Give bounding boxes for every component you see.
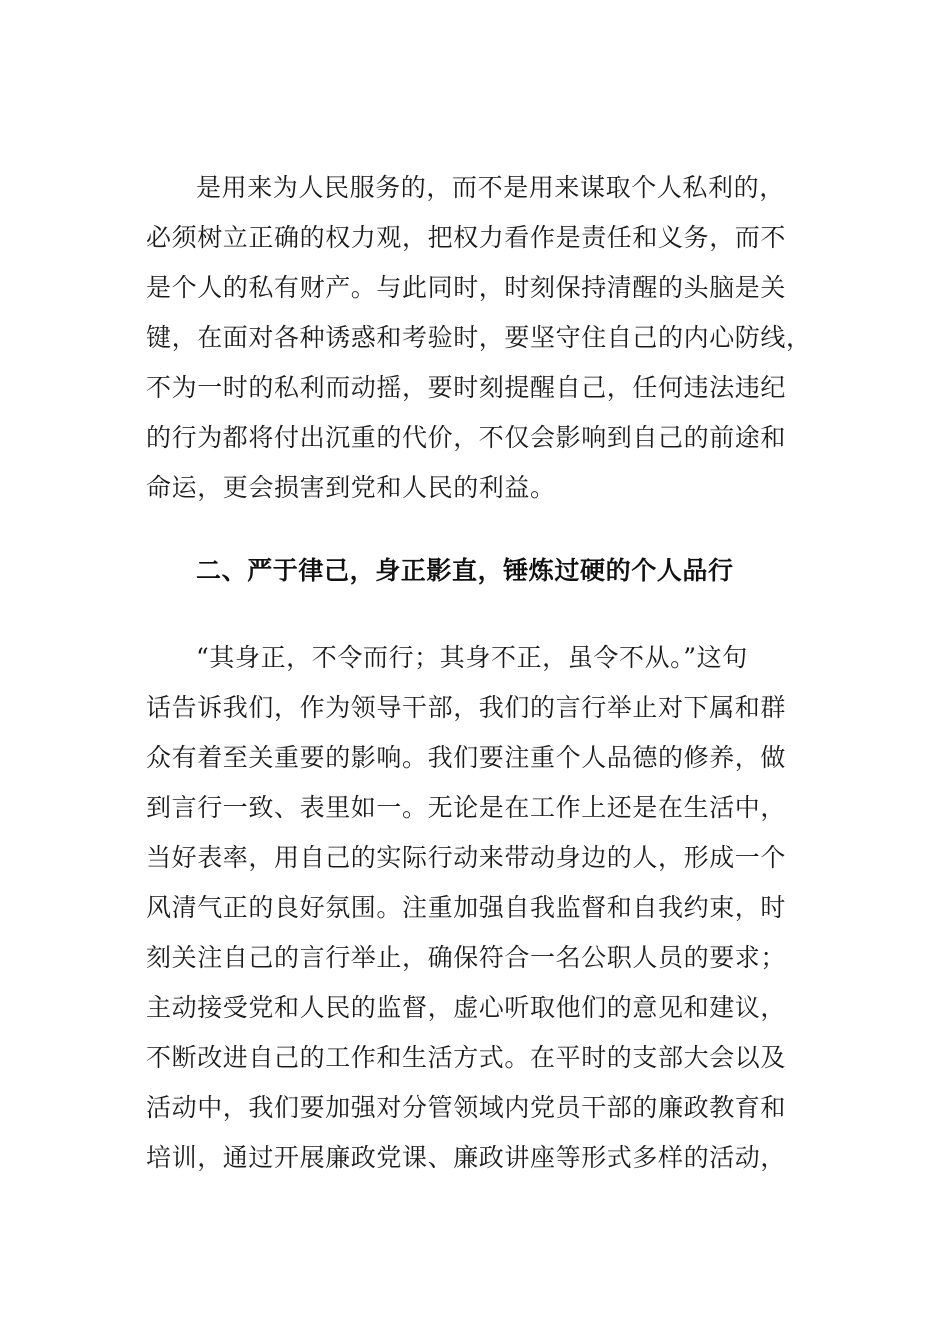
paragraph-2-line-1: “其身正，不令而行；其身不正，虽令不从。”这句 [196, 643, 748, 672]
paragraph-1-line-2: 必须树立正确的权力观，把权力看作是责任和义务，而不 [146, 223, 787, 252]
paragraph-1-line-5: 不为一时的私利而动摇，要时刻提醒自己，任何违法违纪 [146, 373, 787, 402]
paragraph-2-line-11: 培训，通过开展廉政党课、廉政讲座等形式多样的活动， [146, 1143, 787, 1172]
section-heading: 二、严于律己，身正影直，锤炼过硬的个人品行 [196, 556, 734, 585]
paragraph-2-line-6: 风清气正的良好氛围。注重加强自我监督和自我约束，时 [146, 893, 787, 922]
paragraph-2-line-5: 当好表率，用自己的实际行动来带动身边的人，形成一个 [146, 843, 787, 872]
paragraph-2-line-7: 刻关注自己的言行举止，确保符合一名公职人员的要求； [146, 943, 787, 972]
paragraph-2-line-10: 活动中，我们要加强对分管领域内党员干部的廉政教育和 [146, 1093, 787, 1122]
paragraph-1-line-4: 键，在面对各种诱惑和考验时，要坚守住自己的内心防线， [146, 323, 812, 352]
paragraph-1-line-6: 的行为都将付出沉重的代价，不仅会影响到自己的前途和 [146, 423, 787, 452]
paragraph-1-line-1: 是用来为人民服务的，而不是用来谋取个人私利的， [196, 173, 785, 202]
paragraph-1-line-3: 是个人的私有财产。与此同时，时刻保持清醒的头脑是关 [146, 273, 787, 302]
paragraph-2-line-8: 主动接受党和人民的监督，虚心听取他们的意见和建议， [146, 993, 787, 1022]
paragraph-2-line-4: 到言行一致、表里如一。无论是在工作上还是在生活中， [146, 793, 787, 822]
paragraph-2-line-3: 众有着至关重要的影响。我们要注重个人品德的修养，做 [146, 743, 787, 772]
paragraph-2-line-9: 不断改进自己的工作和生活方式。在平时的支部大会以及 [146, 1043, 787, 1072]
paragraph-2-line-2: 话告诉我们，作为领导干部，我们的言行举止对下属和群 [146, 693, 787, 722]
paragraph-1-line-7: 命运，更会损害到党和人民的利益。 [146, 473, 556, 502]
